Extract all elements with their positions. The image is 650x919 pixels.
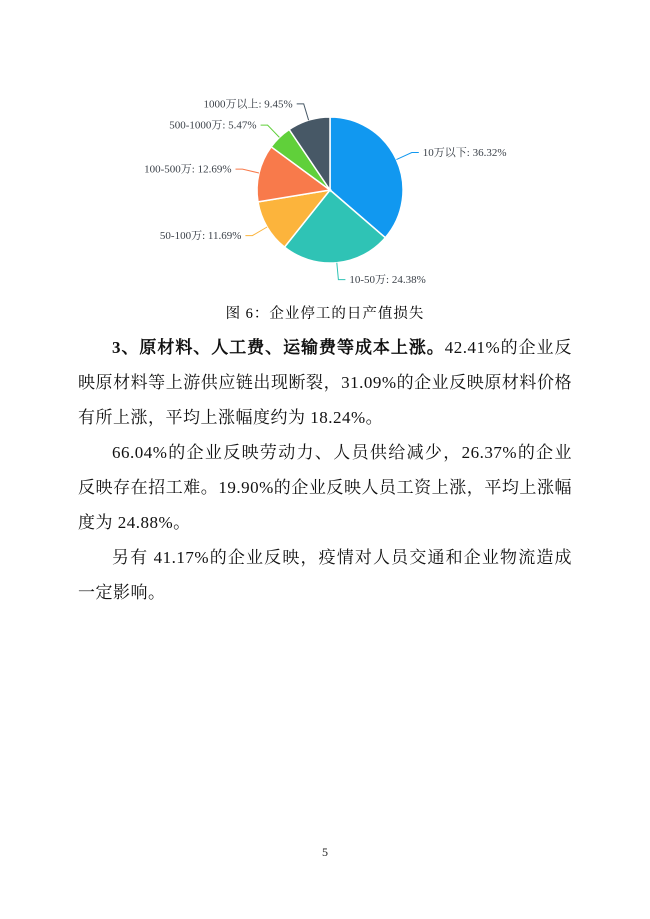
pie-slice-label-3: 100-500万: 12.69% (144, 163, 232, 176)
pie-leader-line-5 (297, 104, 309, 120)
pie-slice-label-2: 50-100万: 11.69% (159, 230, 242, 243)
paragraph-text: 另有 41.17%的企业反映，疫情对人员交通和企业物流造成一定影响。 (78, 548, 572, 602)
pie-leader-line-3 (236, 169, 260, 173)
pie-slice-label-1: 10-50万: 24.38% (349, 274, 426, 287)
pie-slice-label-5: 1000万以上: 9.45% (203, 98, 293, 111)
pie-leader-line-2 (245, 227, 267, 236)
page-number: 5 (322, 845, 328, 859)
paragraph-heading: 3、原材料、人工费、运输费等成本上涨。 (112, 338, 445, 357)
pie-slice-label-0: 10万以下: 36.32% (422, 147, 507, 159)
pie-leader-line-4 (261, 125, 280, 137)
pie-slice-label-4: 500-1000万: 5.47% (169, 119, 257, 132)
body-text-block (78, 330, 572, 610)
body-paragraph (78, 330, 572, 435)
figure-pie-chart (0, 0, 650, 300)
pie-leader-line-1 (337, 263, 346, 280)
body-paragraph (78, 435, 572, 540)
pie-leader-line-0 (396, 153, 418, 160)
paragraph-text: 66.04%的企业反映劳动力、人员供给减少，26.37%的企业反映存在招工难。19.90%的企业反映人员工资上涨，平均上涨幅度为 24.88%。 (78, 443, 572, 532)
pie-chart-svg (0, 0, 650, 300)
figure-caption: 图 6：企业停工的日产值损失 (225, 306, 425, 322)
body-paragraph (78, 540, 572, 610)
paragraph-text: 42.41%的企业反映原材料等上游供应链出现断裂，31.09%的企业反映原材料价格有所上涨，平均上涨幅度约为 18.24%。 (78, 338, 573, 427)
